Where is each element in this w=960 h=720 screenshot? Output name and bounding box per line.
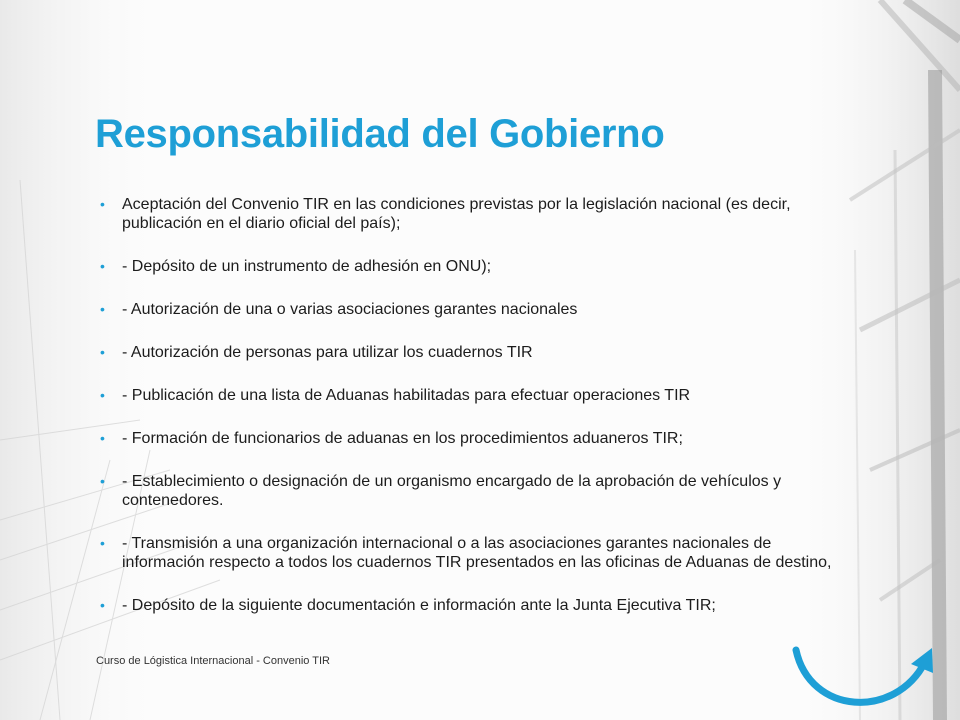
bullet-text: - Publicación de una lista de Aduanas habilitadas para efectuar operaciones TIR xyxy=(122,387,691,404)
bullet-icon: • xyxy=(100,258,105,274)
slide-footer: Curso de Lógistica Internacional - Convenio TIR xyxy=(96,655,330,667)
bullet-item xyxy=(100,386,840,405)
bullet-icon: • xyxy=(100,430,105,446)
bullet-text: - Autorización de una o varias asociaciones garantes nacionales xyxy=(122,301,578,318)
bullet-icon: • xyxy=(100,344,105,360)
bullet-icon: • xyxy=(100,301,105,317)
bullet-icon: • xyxy=(100,597,105,613)
bullet-text: - Establecimiento o designación de un organismo encargado de la aprobación de vehículos y contenedores. xyxy=(122,473,782,509)
bullet-text: Aceptación del Convenio TIR en las condiciones previstas por la legislación nacional (es decir, publicación en el diario oficial del país); xyxy=(122,196,791,232)
bullet-icon: • xyxy=(100,387,105,403)
bullet-item xyxy=(100,257,840,276)
bullet-icon: • xyxy=(100,473,105,489)
bullet-text: - Transmisión a una organización internacional o a las asociaciones garantes nacionales de información respecto a todos los cuadernos TIR presentados en las oficinas de Aduanas de destino, xyxy=(122,535,832,571)
bullet-item xyxy=(100,195,840,233)
bullet-icon: • xyxy=(100,196,105,212)
curved-arrow-icon xyxy=(790,640,940,720)
bullet-item xyxy=(100,343,840,362)
bullet-icon: • xyxy=(100,535,105,551)
bullet-item xyxy=(100,596,840,615)
bullet-item xyxy=(100,429,840,448)
bullet-item xyxy=(100,472,840,510)
bullet-text: - Formación de funcionarios de aduanas en los procedimientos aduaneros TIR; xyxy=(122,430,683,447)
bullet-text: - Autorización de personas para utilizar los cuadernos TIR xyxy=(122,344,533,361)
slide-title: Responsabilidad del Gobierno xyxy=(95,112,665,156)
bullet-item xyxy=(100,300,840,319)
bullet-text: - Depósito de un instrumento de adhesión en ONU); xyxy=(122,258,492,275)
bullet-list xyxy=(100,195,840,639)
bullet-text: - Depósito de la siguiente documentación e información ante la Junta Ejecutiva TIR; xyxy=(122,597,716,614)
bullet-item xyxy=(100,534,840,572)
